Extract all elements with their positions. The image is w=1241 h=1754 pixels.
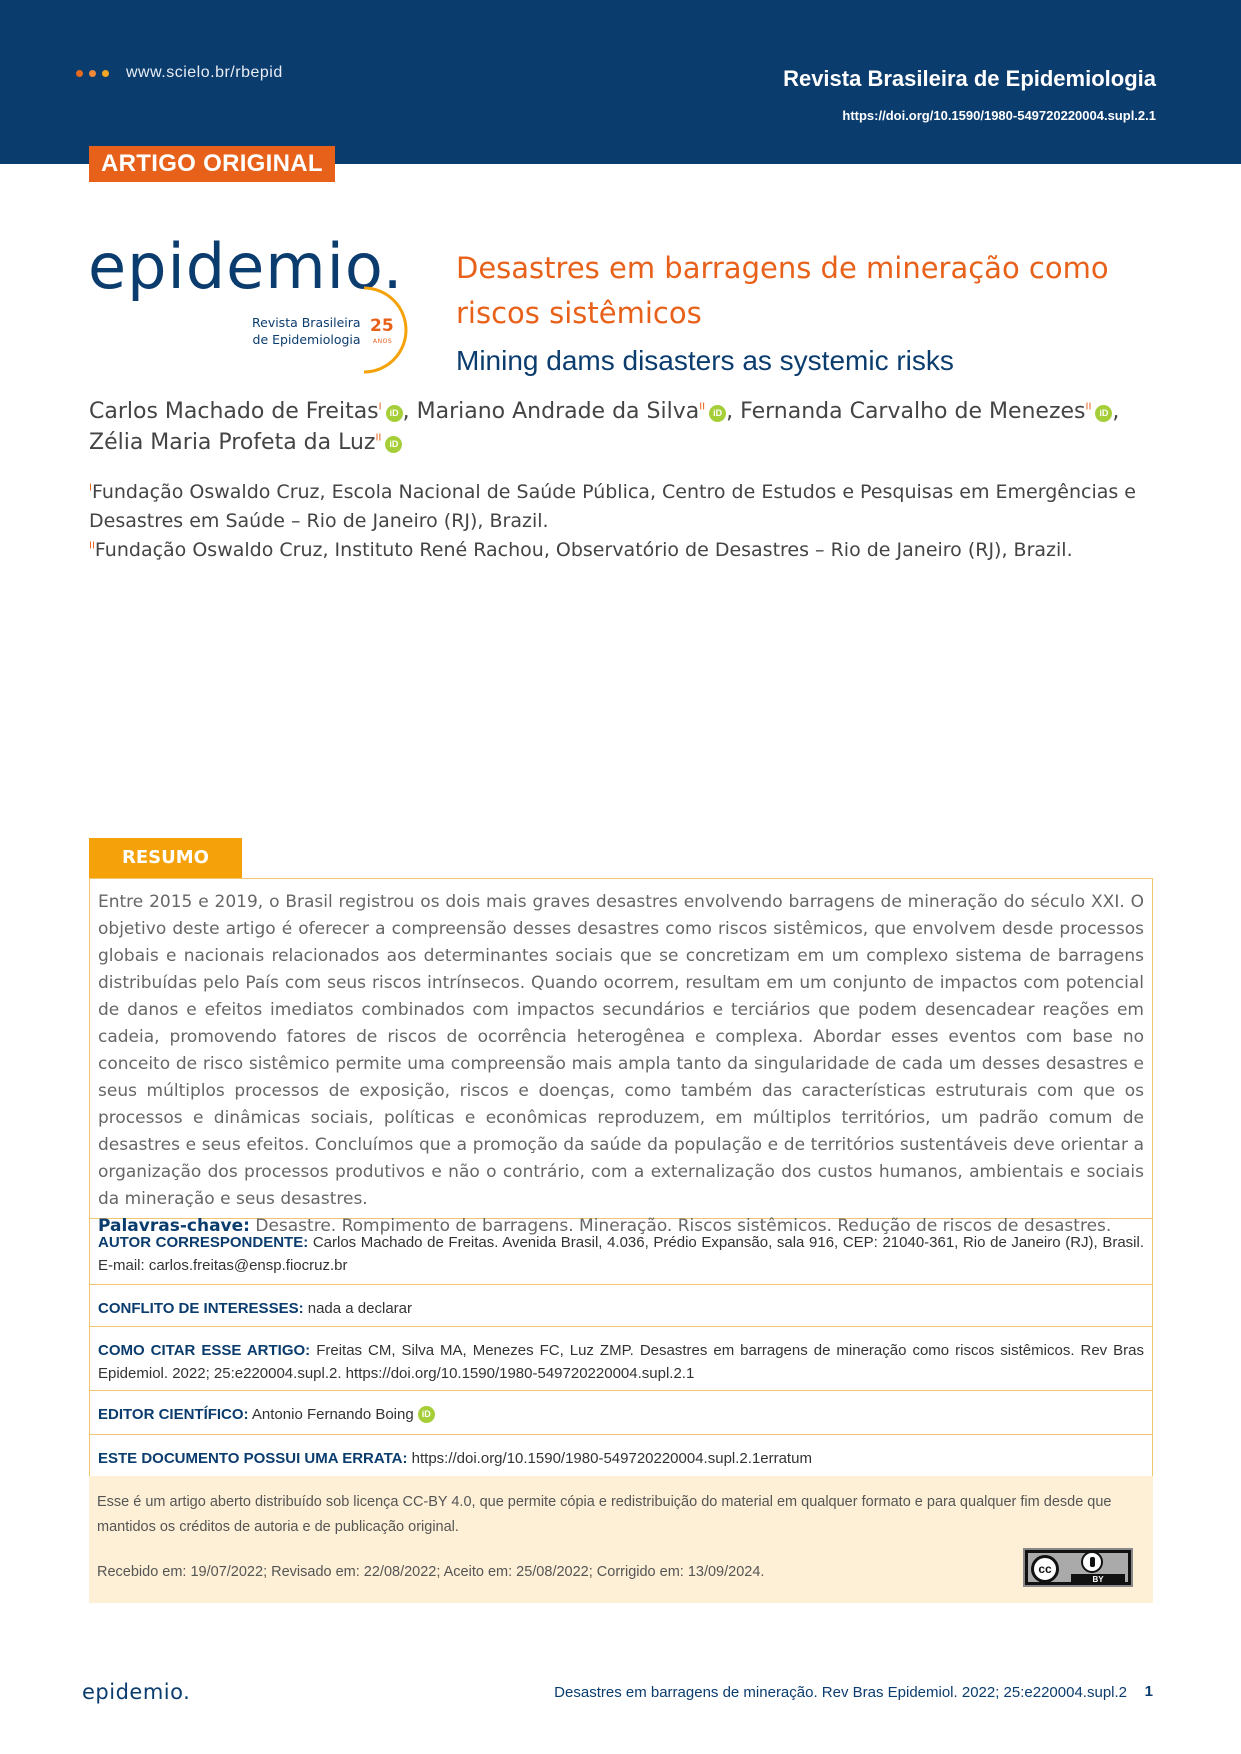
- corresponding-author-label: AUTOR CORRESPONDENTE:: [98, 1234, 309, 1251]
- dot-icon: [89, 70, 96, 77]
- conflict-label: CONFLITO DE INTERESSES:: [98, 1300, 304, 1317]
- doi-link[interactable]: https://doi.org/10.1590/1980-549720220004.supl.2.1: [842, 108, 1156, 123]
- errata-link[interactable]: https://doi.org/10.1590/1980-549720220004.supl.2.1erratum: [411, 1450, 812, 1467]
- orcid-icon[interactable]: iD: [386, 405, 403, 422]
- citation-label: COMO CITAR ESSE ARTIGO:: [98, 1342, 311, 1359]
- dates-text: Recebido em: 19/07/2022; Revisado em: 22/08/2022; Aceito em: 25/08/2022; Corrigido em: 13/09/2024.: [97, 1564, 765, 1580]
- keywords-label: Palavras-chave:: [98, 1216, 250, 1236]
- author-name: Mariano Andrade da Silva: [416, 399, 700, 424]
- page-number: 1: [1144, 1683, 1153, 1700]
- article-title-en: Mining dams disasters as systemic risks: [456, 345, 954, 376]
- affiliation-mark: II: [375, 432, 382, 444]
- corresponding-author-text: Carlos Machado de Freitas. Avenida Brasil, 4.036, Prédio Expansão, sala 916, CEP: 21040-361, Rio de Janeiro (RJ), Brasil. E-mail: carlos.freitas@ensp.fiocruz.br: [98, 1234, 1145, 1274]
- affiliation-mark: II: [89, 540, 95, 552]
- keywords-text: Desastre. Rompimento de barragens. Mineração. Riscos sistêmicos. Redução de riscos de desastres.: [255, 1216, 1112, 1236]
- conflict-row: [89, 1285, 1153, 1327]
- orcid-icon[interactable]: iD: [385, 436, 402, 453]
- logo-subtitle: [252, 314, 361, 348]
- orcid-icon[interactable]: iD: [709, 405, 726, 422]
- errata-row: [89, 1435, 1153, 1477]
- editor-text: Antonio Fernando Boing: [251, 1406, 414, 1423]
- affiliation-text: Fundação Oswaldo Cruz, Escola Nacional de Saúde Pública, Centro de Estudos e Pesquisas em Emergências e Desastres em Saúde – Rio de Janeiro (RJ), Brazil.: [89, 481, 1136, 532]
- logo-subtitle-line-1: Revista Brasileira: [252, 315, 361, 330]
- editor-label: EDITOR CIENTÍFICO:: [98, 1406, 249, 1423]
- by-label: BY: [1071, 1574, 1125, 1585]
- affiliation-item: [89, 536, 1169, 565]
- affiliation-mark: II: [1085, 401, 1092, 413]
- errata-label: ESTE DOCUMENTO POSSUI UMA ERRATA:: [98, 1450, 408, 1467]
- editor-row: [89, 1391, 1153, 1435]
- dot-icon: [102, 70, 109, 77]
- orcid-icon[interactable]: iD: [418, 1406, 435, 1423]
- attribution-icon: [1081, 1551, 1103, 1573]
- author-name: Carlos Machado de Freitas: [89, 399, 379, 424]
- resumo-tab: RESUMO: [89, 838, 242, 878]
- abstract-text: Entre 2015 e 2019, o Brasil registrou os dois mais graves desastres envolvendo barragens de mineração do século XXI. O objetivo deste artigo é oferecer a compreensão desses desastres como riscos sistêmicos, que envolvem desde processos globais e nacionais relacionados aos determinantes sociais que se concretizam em um complexo sistema de barragens distribuídas pelo País com seus riscos intrínsecos. Quando ocorrem, resultam em um conjunto de impactos com potencial de danos e efeitos imediatos combinados com impactos secundários e terciários que podem desencadear reações em cadeia, promovendo fatores de riscos de ocorrência heterogênea e complexa. Abordar esses eventos com base no conceito de risco sistêmico permite uma compreensão mais ampla tanto da singularidade de cada um desses desastres e seus múltiplos processos de exposição, riscos e doenças, como também das características estruturais com que os processos e dinâmicas sociais, políticas e econômicas reproduzem, em múltiplos territórios, um padrão comum de desastres e seus efeitos. Concluímos que a promoção da saúde da população e de territórios sustentáveis deve orientar a organização dos processos produtivos e não o contrário, com a externalização dos custos humanos, ambientais e sociais da mineração e seus desastres.: [98, 892, 1144, 1209]
- journal-header: [0, 0, 1241, 164]
- article-title-pt: Desastres em barragens de mineração como riscos sistêmicos: [456, 251, 1109, 330]
- citation-row: [89, 1327, 1153, 1391]
- affiliation-item: [89, 478, 1169, 536]
- journal-name: Revista Brasileira de Epidemiologia: [783, 66, 1156, 91]
- affiliation-text: Fundação Oswaldo Cruz, Instituto René Rachou, Observatório de Desastres – Rio de Janeiro (RJ), Brazil.: [94, 539, 1073, 561]
- license-text: Esse é um artigo aberto distribuído sob licença CC-BY 4.0, que permite cópia e redistribuição do material em qualquer formato e para qualquer fim desde que mantidos os créditos de autoria e de publicação original.: [97, 1494, 1112, 1535]
- logo-subtitle-line-2: de Epidemiologia: [252, 332, 361, 347]
- resumo-box: [89, 878, 1153, 1236]
- affiliation-mark: I: [378, 401, 382, 413]
- affiliation-mark: II: [699, 401, 706, 413]
- license-box: [89, 1476, 1153, 1603]
- epidemio-logo: epidemio.: [88, 230, 404, 303]
- conflict-text: nada a declarar: [307, 1300, 412, 1317]
- author-name: Zélia Maria Profeta da Luz: [89, 430, 376, 455]
- article-type-badge: ARTIGO ORIGINAL: [89, 146, 335, 182]
- cc-icon: cc: [1031, 1555, 1059, 1583]
- corresponding-author-row: [89, 1219, 1153, 1285]
- author-name: Fernanda Carvalho de Menezes: [740, 399, 1086, 424]
- anniversary-number: 25: [370, 316, 394, 336]
- orcid-icon[interactable]: iD: [1095, 405, 1112, 422]
- anniversary-label: ANOS: [373, 338, 393, 345]
- affiliation-mark: I: [89, 482, 92, 494]
- decorative-dots: [76, 70, 109, 77]
- site-url-link[interactable]: www.scielo.br/rbepid: [126, 64, 283, 81]
- author-list: Carlos Machado de Freitas$^I$iD , Mariano Andrade da Silva$^{II}$iD , Fernanda Carvalho de Menezes$^{II}$iD , Zélia Maria Profeta da Luz$^{II}$iD: [89, 399, 1120, 455]
- footer-logo: epidemio.: [82, 1680, 191, 1704]
- dot-icon: [76, 70, 83, 77]
- citation-text: Freitas CM, Silva MA, Menezes FC, Luz ZMP. Desastres em barragens de mineração como riscos sistêmicos. Rev Bras Epidemiol. 2022; 25:e220004.supl.2. https://doi.org/10.1590/1980-549720220004.supl.2.1: [98, 1342, 1145, 1382]
- footer-citation: Desastres em barragens de mineração. Rev Bras Epidemiol. 2022; 25:e220004.supl.2: [554, 1684, 1127, 1701]
- cc-by-badge[interactable]: [1023, 1548, 1133, 1587]
- affiliation-list: [89, 478, 1169, 565]
